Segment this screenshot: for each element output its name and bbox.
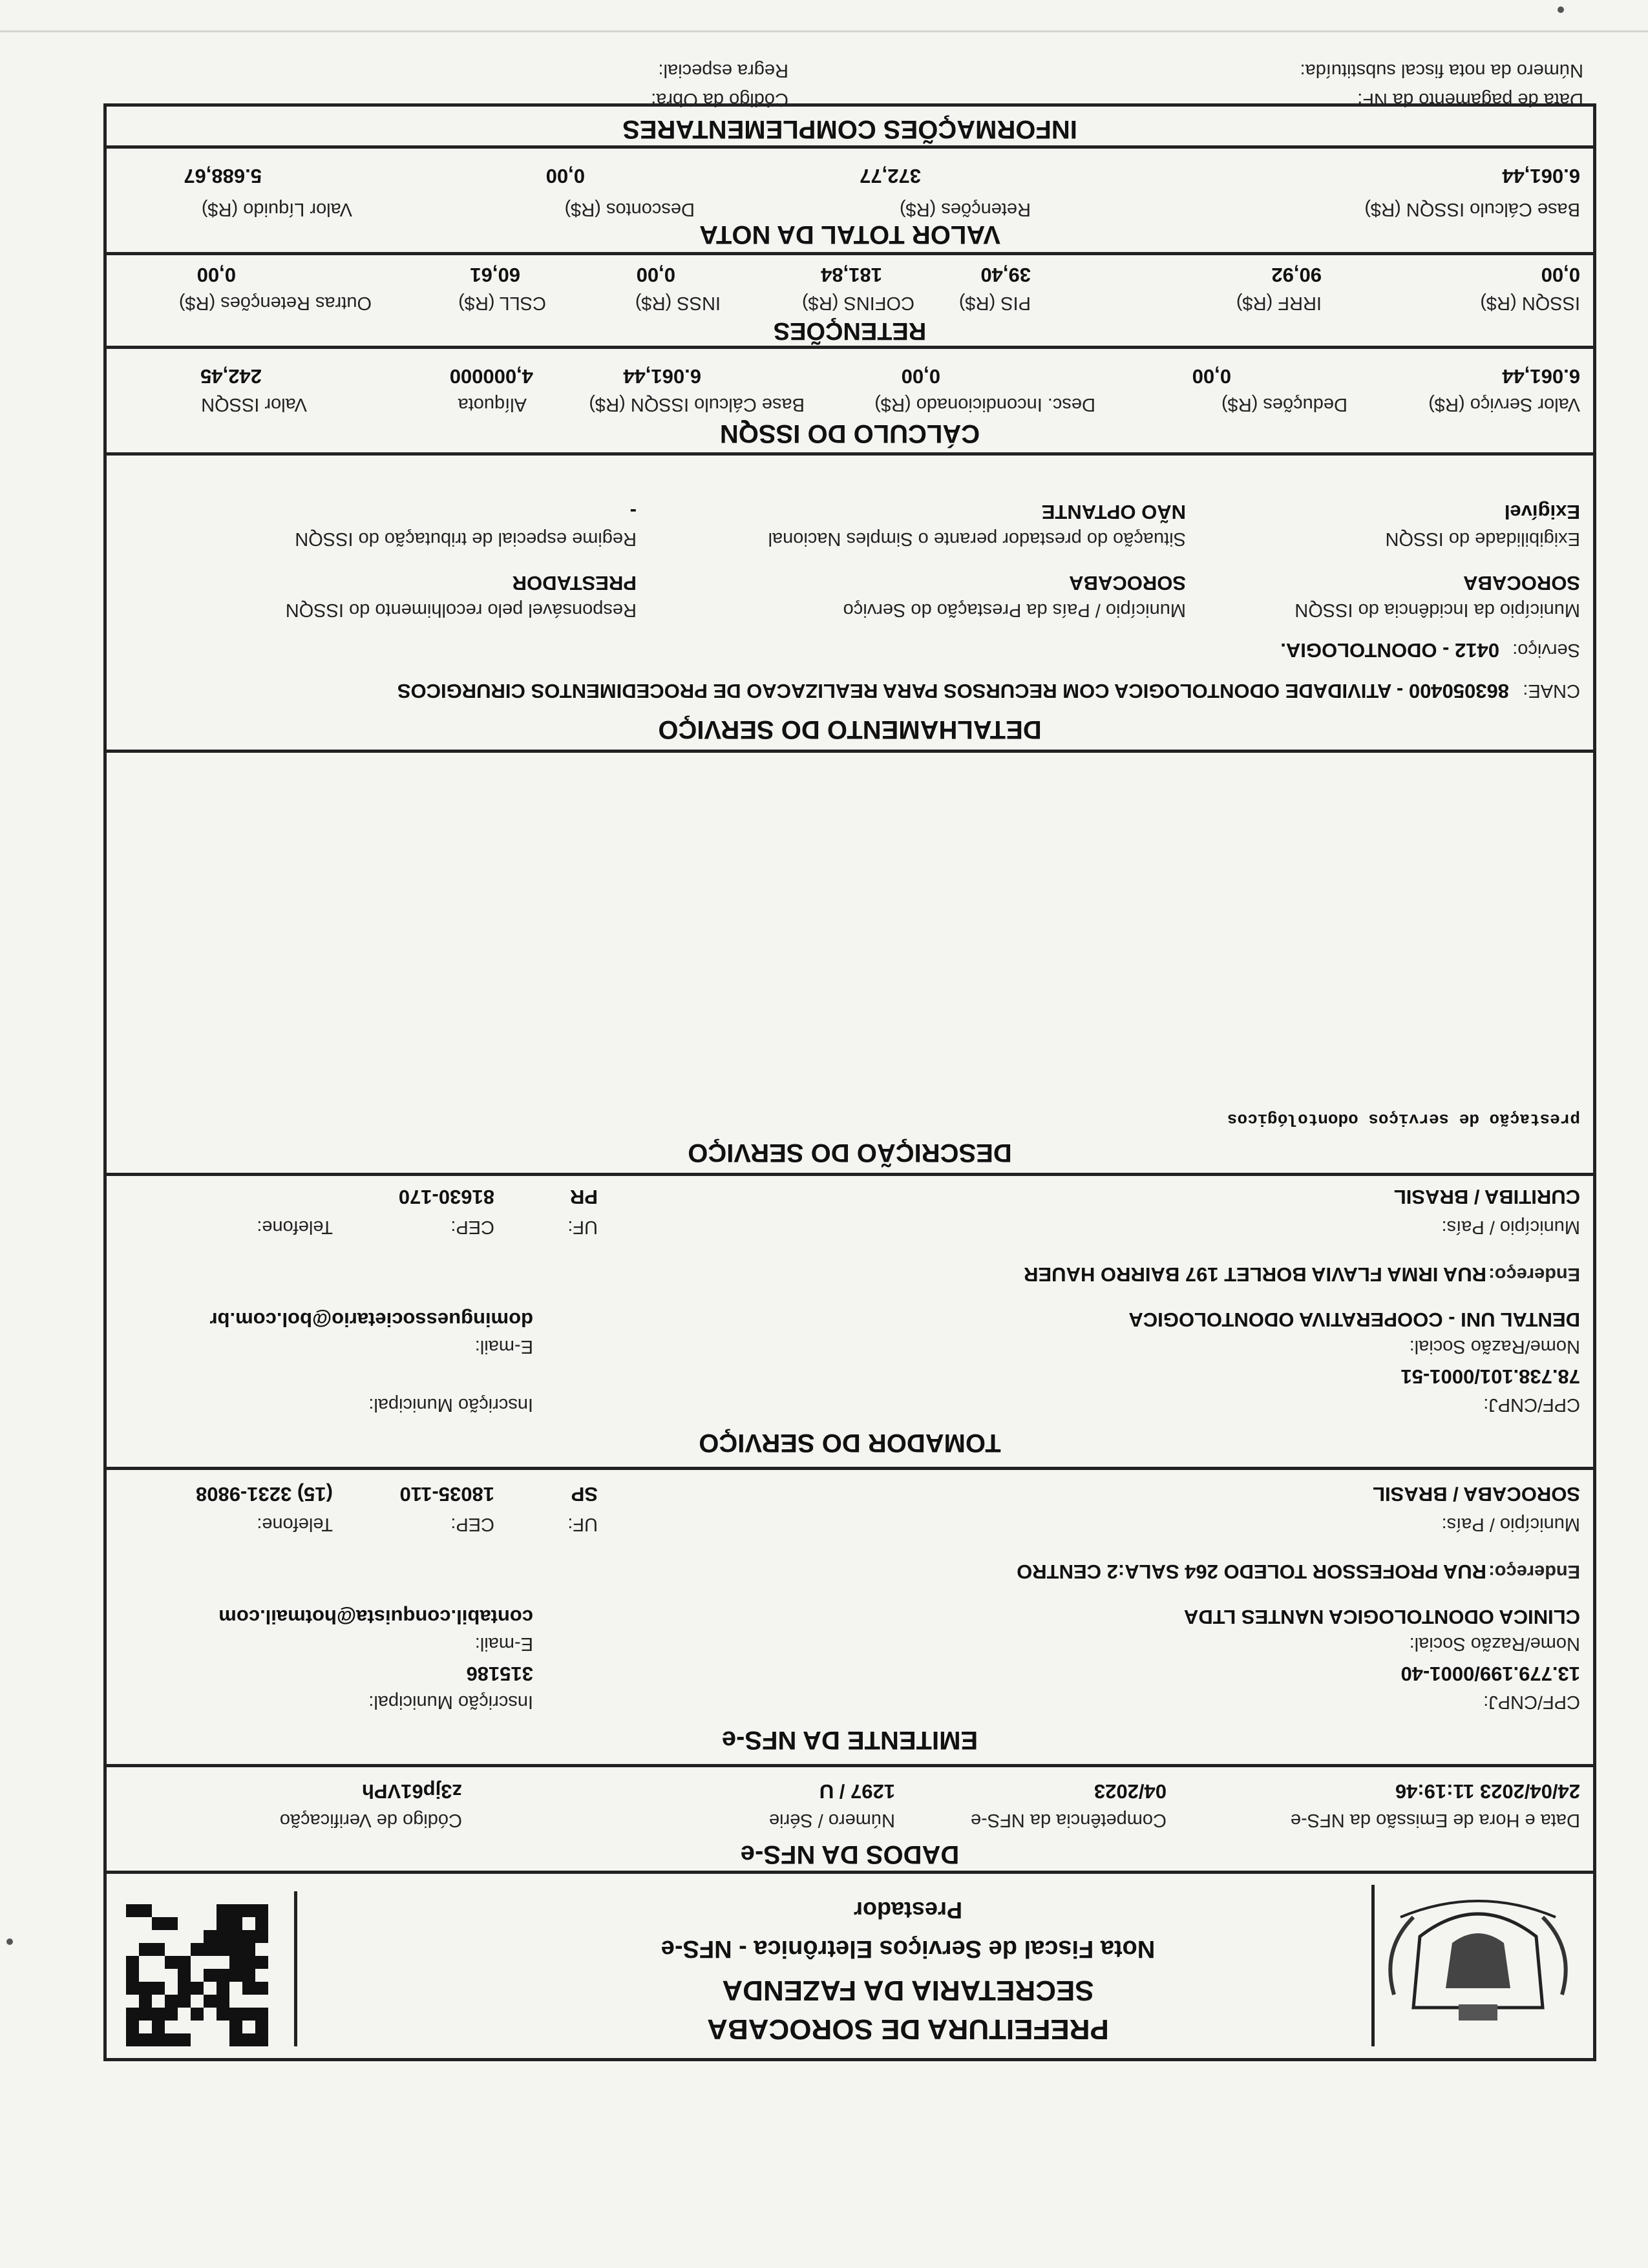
qr-module xyxy=(191,1917,204,1930)
tomador-endereco-label: Endereço: xyxy=(1488,1264,1580,1285)
qr-module xyxy=(255,1943,268,1956)
qr-module xyxy=(139,1956,152,1969)
dados-section xyxy=(107,1764,1593,1871)
servico-label: Serviço: xyxy=(1512,640,1580,660)
emitente-endereco-label: Endereço: xyxy=(1488,1561,1580,1582)
descricao-section xyxy=(107,750,1593,1173)
ret-outras-value: 0,00 xyxy=(196,264,236,286)
qr-module xyxy=(191,2033,204,2046)
valor-issqn-label: Valor ISSQN xyxy=(201,394,307,415)
qr-module xyxy=(242,1930,255,1943)
ret-pis-label: PIS (R$) xyxy=(958,293,1031,313)
competencia-label: Competência da NFS-e xyxy=(970,1810,1167,1831)
simples-value: NÃO OPTANTE xyxy=(1041,501,1186,523)
qr-module xyxy=(191,1904,204,1917)
base-calculo-label: Base Cálculo ISSQN (R$) xyxy=(589,394,805,415)
total-base-label: Base Cálculo ISSQN (R$) xyxy=(1364,199,1580,220)
qr-module xyxy=(242,1943,255,1956)
qr-module xyxy=(126,1930,139,1943)
qr-module xyxy=(229,1904,242,1917)
qr-module xyxy=(152,2008,165,2021)
descricao-title: DESCRIÇÃO DO SERVIÇO xyxy=(688,1139,1012,1167)
ret-cofins-value: 181,84 xyxy=(821,264,882,286)
total-retencoes-label: Retenções (R$) xyxy=(899,199,1031,220)
nfse-document xyxy=(103,103,1596,2061)
regime-value: - xyxy=(629,501,637,523)
prefeitura-title: PREFEITURA DE SOROCABA xyxy=(707,2013,1109,2045)
valor-servico-value: 6.061,44 xyxy=(1502,365,1580,388)
emitente-nome-label: Nome/Razão Social: xyxy=(1409,1633,1580,1654)
qr-module xyxy=(229,2008,242,2021)
qr-code xyxy=(126,1891,297,2046)
qr-module xyxy=(255,1995,268,2008)
qr-module xyxy=(204,1943,217,1956)
qr-module xyxy=(242,1904,255,1917)
qr-module xyxy=(139,1904,152,1917)
calculo-section xyxy=(107,346,1593,452)
cnae-value: 863050400 - ATIVIDADE ODONTOLOGICA COM RECURSOS PARA REALIZACAO DE PROCEDIMENTOS CIRURGICOS xyxy=(397,680,1509,702)
document-subtitle: Prestador xyxy=(853,1897,963,1924)
scan-speck xyxy=(1558,6,1564,13)
emitente-tel-label: Telefone: xyxy=(257,1514,333,1535)
qr-module xyxy=(126,1982,139,1995)
qr-module xyxy=(229,1969,242,1982)
tomador-endereco: RUA IRMA FLAVIA BORLET 197 BAIRRO HAUER xyxy=(1024,1263,1486,1286)
emitente-tel: (15) 3231-9808 xyxy=(196,1483,333,1506)
qr-module xyxy=(255,2033,268,2046)
qr-module xyxy=(255,1904,268,1917)
prestacao-value: SOROCABA xyxy=(1069,572,1186,594)
qr-module xyxy=(255,2021,268,2033)
qr-module xyxy=(126,1904,139,1917)
deducoes-value: 0,00 xyxy=(1192,365,1231,388)
qr-module xyxy=(229,1995,242,2008)
detalhamento-section xyxy=(107,452,1593,750)
tomador-cep-label: CEP: xyxy=(450,1217,494,1237)
numero-label: Número / Série xyxy=(768,1810,895,1831)
qr-module xyxy=(255,1969,268,1982)
descricao-text: prestação de serviços odontológicos xyxy=(1227,1109,1580,1129)
qr-module xyxy=(139,1995,152,2008)
qr-module xyxy=(255,1982,268,1995)
tomador-email-label: E-mail: xyxy=(474,1336,533,1357)
emitente-uf: SP xyxy=(571,1483,598,1506)
qr-module xyxy=(217,1982,229,1995)
qr-module xyxy=(152,1904,165,1917)
total-base-value: 6.061,44 xyxy=(1502,165,1580,187)
tomador-email: dominguessocietario@bol.com.br xyxy=(209,1308,533,1331)
qr-module xyxy=(204,1982,217,1995)
qr-module xyxy=(139,1969,152,1982)
emissao-label: Data e Hora de Emissão da NFS-e xyxy=(1290,1810,1580,1831)
qr-module xyxy=(178,1969,191,1982)
qr-module xyxy=(178,1995,191,2008)
qr-module xyxy=(178,1904,191,1917)
total-descontos-label: Descontos (R$) xyxy=(564,199,695,220)
qr-module xyxy=(255,1930,268,1943)
qr-module xyxy=(139,2008,152,2021)
qr-module xyxy=(229,1982,242,1995)
qr-module xyxy=(229,1930,242,1943)
qr-module xyxy=(204,1969,217,1982)
incidencia-label: Município da Incidência do ISSQN xyxy=(1294,600,1580,620)
aliquota-label: Alíquota xyxy=(458,394,527,415)
valor-servico-label: Valor Serviço (R$) xyxy=(1428,394,1580,415)
qr-module xyxy=(204,2008,217,2021)
qr-module xyxy=(178,1982,191,1995)
qr-module xyxy=(165,1943,178,1956)
desc-incond-value: 0,00 xyxy=(901,365,940,388)
qr-module xyxy=(126,1956,139,1969)
qr-module xyxy=(126,1969,139,1982)
qr-module xyxy=(178,1943,191,1956)
tomador-section xyxy=(107,1173,1593,1467)
competencia-value: 04/2023 xyxy=(1093,1780,1167,1803)
qr-module xyxy=(204,1956,217,1969)
qr-module xyxy=(204,1917,217,1930)
tomador-nome-label: Nome/Razão Social: xyxy=(1409,1336,1580,1357)
complementares-title: INFORMAÇÕES COMPLEMENTARES xyxy=(622,115,1077,143)
ret-issqn-label: ISSQN (R$) xyxy=(1480,293,1580,313)
qr-module xyxy=(165,1995,178,2008)
qr-module xyxy=(217,2021,229,2033)
ret-irrf-value: 90,92 xyxy=(1271,264,1322,286)
qr-module xyxy=(204,1995,217,2008)
secretaria-title: SECRETARIA DA FAZENDA xyxy=(722,1975,1094,2006)
regra-label: Regra especial: xyxy=(658,60,788,81)
qr-module xyxy=(152,2021,165,2033)
qr-module xyxy=(204,2021,217,2033)
qr-module xyxy=(152,1956,165,1969)
qr-module xyxy=(178,1956,191,1969)
qr-module xyxy=(126,1943,139,1956)
total-retencoes-value: 372,77 xyxy=(860,165,921,187)
qr-module xyxy=(217,1995,229,2008)
ret-outras-label: Outras Retenções (R$) xyxy=(178,293,372,313)
emitente-cep-label: CEP: xyxy=(450,1514,494,1535)
qr-module xyxy=(217,1956,229,1969)
qr-module xyxy=(255,2008,268,2021)
document-header xyxy=(107,1871,1593,2058)
emitente-municipio: SOROCABA / BRASIL xyxy=(1373,1483,1580,1506)
qr-module xyxy=(139,1982,152,1995)
obra-label: Código da Obra: xyxy=(651,89,788,110)
qr-module xyxy=(165,1917,178,1930)
tomador-nome: DENTAL UNI - COOPERATIVA ODONTOLOGICA xyxy=(1128,1308,1580,1331)
regime-label: Regime especial de tributação do ISSQN xyxy=(295,529,637,549)
qr-module xyxy=(191,1943,204,1956)
emitente-im: 315186 xyxy=(466,1663,533,1685)
qr-module xyxy=(165,1969,178,1982)
emitente-uf-label: UF: xyxy=(567,1514,598,1535)
ret-issqn-value: 0,00 xyxy=(1541,264,1580,286)
ret-irrf-label: IRRF (R$) xyxy=(1236,293,1322,313)
tomador-municipio: CURITIBA / BRASIL xyxy=(1393,1186,1580,1208)
emitente-cep: 18035-110 xyxy=(399,1483,494,1506)
qr-module xyxy=(217,1930,229,1943)
qr-module xyxy=(217,1969,229,1982)
cnae-label: CNAE: xyxy=(1523,680,1580,701)
emitente-title: EMITENTE DA NFS-e xyxy=(721,1726,978,1754)
qr-module xyxy=(217,1917,229,1930)
scan-edge-line xyxy=(0,30,1648,32)
qr-module xyxy=(191,1995,204,2008)
responsavel-label: Responsável pelo recolhimento do ISSQN xyxy=(285,600,637,620)
qr-module xyxy=(217,1904,229,1917)
qr-module xyxy=(165,2021,178,2033)
responsavel-value: PRESTADOR xyxy=(512,572,637,594)
emitente-municipio-label: Município / País: xyxy=(1441,1514,1580,1535)
qr-module xyxy=(204,1930,217,1943)
ret-pis-value: 39,40 xyxy=(980,264,1031,286)
emitente-endereco: RUA PROFESSOR TOLEDO 264 SALA:2 CENTRO xyxy=(1017,1560,1486,1583)
qr-module xyxy=(191,1930,204,1943)
qr-module xyxy=(152,1943,165,1956)
qr-module xyxy=(152,1930,165,1943)
ret-inss-label: INSS (R$) xyxy=(635,293,721,313)
emitente-im-label: Inscrição Municipal: xyxy=(368,1692,533,1712)
qr-module xyxy=(242,1982,255,1995)
qr-module xyxy=(242,2008,255,2021)
qr-module xyxy=(178,2033,191,2046)
qr-module xyxy=(191,1956,204,1969)
qr-module xyxy=(229,2033,242,2046)
emissao-value: 24/04/2023 11:19:46 xyxy=(1395,1780,1580,1803)
ret-csll-label: CSLL (R$) xyxy=(458,293,546,313)
qr-module xyxy=(165,2008,178,2021)
total-section xyxy=(107,145,1593,252)
aliquota-value: 4,000000 xyxy=(449,365,533,388)
qr-module xyxy=(255,1956,268,1969)
simples-label: Situação do prestador perante o Simples Nacional xyxy=(768,529,1186,549)
total-liquido-value: 5.688,67 xyxy=(184,165,262,187)
qr-module xyxy=(242,1995,255,2008)
tomador-cnpj: 78.738.101/0001-51 xyxy=(1400,1365,1580,1388)
ret-csll-value: 60,61 xyxy=(470,264,520,286)
pagamento-label: Data de pagamento da NF: xyxy=(1357,89,1583,110)
qr-module xyxy=(178,2008,191,2021)
tomador-uf: PR xyxy=(569,1186,598,1208)
document-title: Nota Fiscal de Serviços Eletrônica - NFS-e xyxy=(660,1935,1156,1962)
emitente-section xyxy=(107,1467,1593,1764)
qr-module xyxy=(204,1904,217,1917)
qr-module xyxy=(204,2033,217,2046)
qr-module xyxy=(229,1943,242,1956)
qr-module xyxy=(152,1982,165,1995)
emitente-nome: CLINICA ODONTOLOGICA NANTES LTDA xyxy=(1183,1606,1580,1628)
qr-module xyxy=(152,1917,165,1930)
qr-module xyxy=(242,1917,255,1930)
qr-module xyxy=(255,1917,268,1930)
qr-module xyxy=(139,1930,152,1943)
exigibilidade-label: Exigibilidade do ISSQN xyxy=(1385,529,1580,549)
qr-module xyxy=(242,2033,255,2046)
emitente-cnpj-label: CPF/CNPJ: xyxy=(1483,1692,1580,1712)
total-liquido-label: Valor Líquido (R$) xyxy=(201,199,352,220)
tomador-uf-label: UF: xyxy=(567,1217,598,1237)
qr-module xyxy=(126,1917,139,1930)
tomador-cnpj-label: CPF/CNPJ: xyxy=(1483,1394,1580,1415)
qr-module xyxy=(191,1982,204,1995)
qr-module xyxy=(126,2033,139,2046)
emitente-cnpj: 13.779.199/0001-40 xyxy=(1400,1663,1580,1685)
qr-module xyxy=(152,1969,165,1982)
qr-module xyxy=(217,2033,229,2046)
deducoes-label: Deduções (R$) xyxy=(1221,394,1347,415)
tomador-title: TOMADOR DO SERVIÇO xyxy=(699,1429,1001,1457)
qr-module xyxy=(217,2008,229,2021)
emitente-email-label: E-mail: xyxy=(474,1633,533,1654)
qr-module xyxy=(242,1969,255,1982)
total-descontos-value: 0,00 xyxy=(545,165,585,187)
qr-module xyxy=(191,2008,204,2021)
qr-module xyxy=(139,2033,152,2046)
codigo-value: z3jp61VPh xyxy=(361,1780,462,1803)
scan-speck xyxy=(6,1938,13,1945)
prestacao-label: Município / País da Prestação do Serviço xyxy=(843,600,1186,620)
qr-module xyxy=(165,1982,178,1995)
qr-module xyxy=(126,1995,139,2008)
qr-module xyxy=(165,1956,178,1969)
ret-cofins-label: COFINS (R$) xyxy=(802,293,914,313)
qr-module xyxy=(229,1917,242,1930)
tomador-municipio-label: Município / País: xyxy=(1441,1217,1580,1237)
substituida-label: Número da nota fiscal substituída: xyxy=(1300,60,1583,81)
qr-module xyxy=(178,2021,191,2033)
retencoes-section xyxy=(107,252,1593,346)
qr-module xyxy=(242,2021,255,2033)
qr-module xyxy=(217,1943,229,1956)
qr-module xyxy=(139,1917,152,1930)
tomador-cep: 81630-170 xyxy=(398,1186,494,1208)
qr-module xyxy=(229,2021,242,2033)
qr-module xyxy=(165,1904,178,1917)
qr-module xyxy=(191,1969,204,1982)
qr-module xyxy=(229,1956,242,1969)
qr-module xyxy=(139,1943,152,1956)
qr-module xyxy=(126,2008,139,2021)
valor-issqn-value: 242,45 xyxy=(200,365,262,388)
servico-value: 0412 - ODONTOLOGIA. xyxy=(1280,639,1499,662)
dados-title: DADOS DA NFS-e xyxy=(740,1840,960,1869)
emitente-email: contabil.conquista@hotmail.com xyxy=(218,1606,533,1628)
tomador-im-label: Inscrição Municipal: xyxy=(368,1394,533,1415)
qr-module xyxy=(165,2033,178,2046)
city-crest-logo xyxy=(1371,1885,1581,2046)
qr-module xyxy=(139,2021,152,2033)
total-title: VALOR TOTAL DA NOTA xyxy=(699,220,1000,249)
calculo-title: CÁLCULO DO ISSQN xyxy=(719,419,980,448)
tomador-tel-label: Telefone: xyxy=(257,1217,333,1237)
codigo-label: Código de Verificação xyxy=(279,1810,462,1831)
retencoes-title: RETENÇÕES xyxy=(773,317,927,344)
qr-module xyxy=(152,1995,165,2008)
qr-module xyxy=(152,2033,165,2046)
exigibilidade-value: Exigível xyxy=(1504,501,1580,523)
base-calculo-value: 6.061,44 xyxy=(623,365,701,388)
numero-value: 1297 / U xyxy=(819,1780,895,1803)
qr-module xyxy=(178,1917,191,1930)
ret-inss-value: 0,00 xyxy=(636,264,675,286)
incidencia-value: SOROCABA xyxy=(1463,572,1580,594)
qr-module xyxy=(191,2021,204,2033)
qr-module xyxy=(165,1930,178,1943)
qr-module xyxy=(178,1930,191,1943)
desc-incond-label: Desc. Incondicionado (R$) xyxy=(874,394,1095,415)
qr-module xyxy=(242,1956,255,1969)
detalhamento-title: DETALHAMENTO DO SERVIÇO xyxy=(658,715,1042,744)
qr-module xyxy=(126,2021,139,2033)
